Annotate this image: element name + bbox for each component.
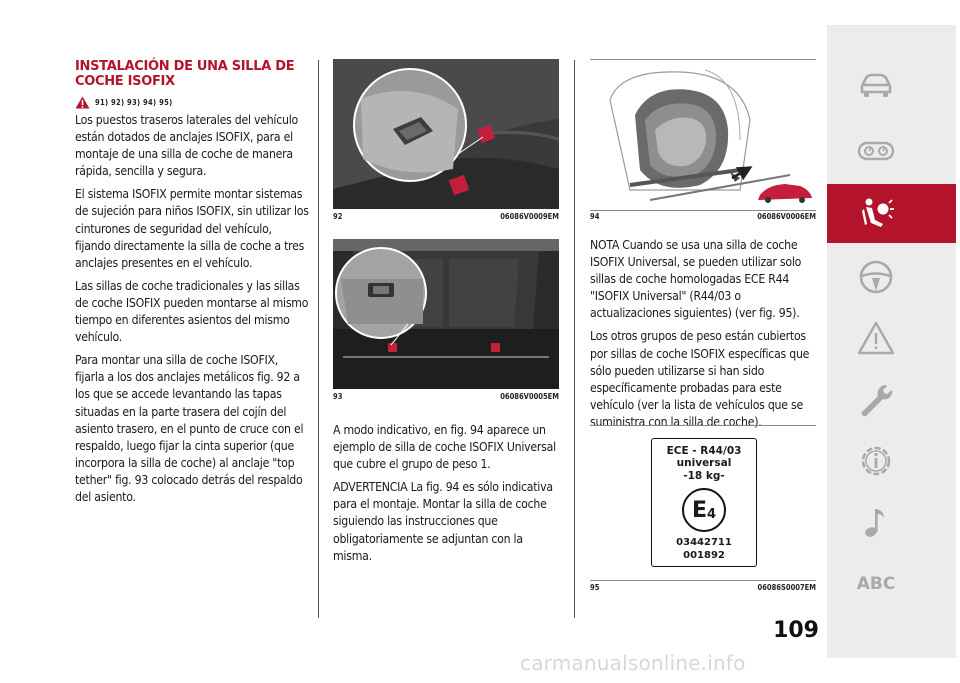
paragraph: Las sillas de coche tradicionales y las sillas de coche ISOFIX pueden montarse al mismo tiempo en diferentes asientos del mismo vehículo. xyxy=(75,278,309,345)
figure-94-image xyxy=(590,59,816,211)
gear-info-icon[interactable] xyxy=(856,441,896,481)
figure-93-caption xyxy=(333,392,559,401)
label-weight: -18 kg- xyxy=(683,470,725,482)
paragraph: NOTA Cuando se usa una silla de coche ISOFIX Universal, se pueden utilizar solo sillas de coche homologadas ECE R44 "ISOFIX Universal" (R44/03 o actualizaciones siguientes) (ver fig. 95). xyxy=(590,238,802,321)
paragraph: Los puestos traseros laterales del vehículo están dotados de anclajes ISOFIX, para el montaje de una silla de coche de manera rápida, sencilla y segura. xyxy=(75,113,298,179)
figure-code: 06086S0007EM xyxy=(757,583,816,592)
e-mark xyxy=(682,488,726,532)
figure-92-image xyxy=(333,59,559,209)
warning-refs-line xyxy=(75,96,172,109)
paragraph: ADVERTENCIA La fig. 94 es sólo indicativa para el montaje. Montar la silla de coche siguiendo las instrucciones que obligatoriamente se adjuntan con la misma. xyxy=(333,480,553,563)
warning-triangle-icon[interactable] xyxy=(856,318,896,358)
homologation-label xyxy=(651,438,757,567)
figure-94-caption xyxy=(590,212,816,221)
figure-number: 95 xyxy=(590,583,600,592)
airbag-seat-icon[interactable] xyxy=(856,194,896,234)
figure-93-image xyxy=(333,239,559,389)
wrench-icon[interactable] xyxy=(856,381,896,421)
figure-number: 92 xyxy=(333,212,343,221)
label-category: universal xyxy=(676,457,732,469)
figure-92-caption xyxy=(333,212,559,221)
warning-triangle-icon xyxy=(75,96,90,109)
label-regulation: ECE - R44/03 xyxy=(666,445,742,457)
figure-code: 06086V0005EM xyxy=(500,392,559,401)
column-2-text xyxy=(333,422,563,571)
column-divider xyxy=(574,60,575,618)
figure-number: 94 xyxy=(590,212,600,221)
column-3-text xyxy=(590,237,820,437)
sidebar-item-abc[interactable]: ABC xyxy=(856,574,896,594)
section-heading: INSTALACIÓN DE UNA SILLA DE COCHE ISOFIX xyxy=(75,59,295,89)
car-icon[interactable] xyxy=(856,66,896,106)
paragraph: Para montar una silla de coche ISOFIX, fijarla a los dos anclajes metálicos fig. 92 a los que se accede levantando las tapas situadas en la parte trasera del cojín del asiento trasero, en el punto de cruce con el respaldo, luego fijar la cinta superior (que incorpora la silla de coche) al anclaje "top tether" fig. 93 colocado detrás del respaldo del asiento. xyxy=(75,353,304,504)
serial-number: 001892 xyxy=(683,550,725,561)
figure-number: 93 xyxy=(333,392,343,401)
column-1-text xyxy=(75,112,309,512)
warning-references: 91) 92) 93) 94) 95) xyxy=(95,98,173,107)
figure-code: 06086V0009EM xyxy=(500,212,559,221)
approval-number: 03442711 xyxy=(676,537,732,548)
paragraph: Los otros grupos de peso están cubiertos por sillas de coche ISOFIX específicas que sólo pueden utilizarse si han sido específicamente probadas para este vehículo (ver la lista de vehículos que se suministra con la silla de coche). xyxy=(590,329,810,429)
figure-code: 06086V0006EM xyxy=(757,212,816,221)
e-mark-letter: E xyxy=(691,497,707,523)
column-divider xyxy=(318,60,319,618)
paragraph: El sistema ISOFIX permite montar sistemas de sujeción para niños ISOFIX, sin utilizar los cinturones de seguridad del vehículo, fijando directamente la silla de coche a tres anclajes presentes en el vehículo. xyxy=(75,187,309,270)
paragraph: A modo indicativo, en fig. 94 aparece un ejemplo de silla de coche ISOFIX Universal que cubre el grupo de peso 1. xyxy=(333,423,556,472)
watermark: carmanualsonline.info xyxy=(520,651,746,675)
steering-wheel-icon[interactable] xyxy=(856,257,896,297)
page-number: 109 xyxy=(773,618,819,643)
music-note-icon[interactable] xyxy=(856,503,896,543)
figure-95-caption xyxy=(590,583,816,592)
dashboard-icon[interactable] xyxy=(856,131,896,171)
e-mark-number: 4 xyxy=(706,506,717,522)
